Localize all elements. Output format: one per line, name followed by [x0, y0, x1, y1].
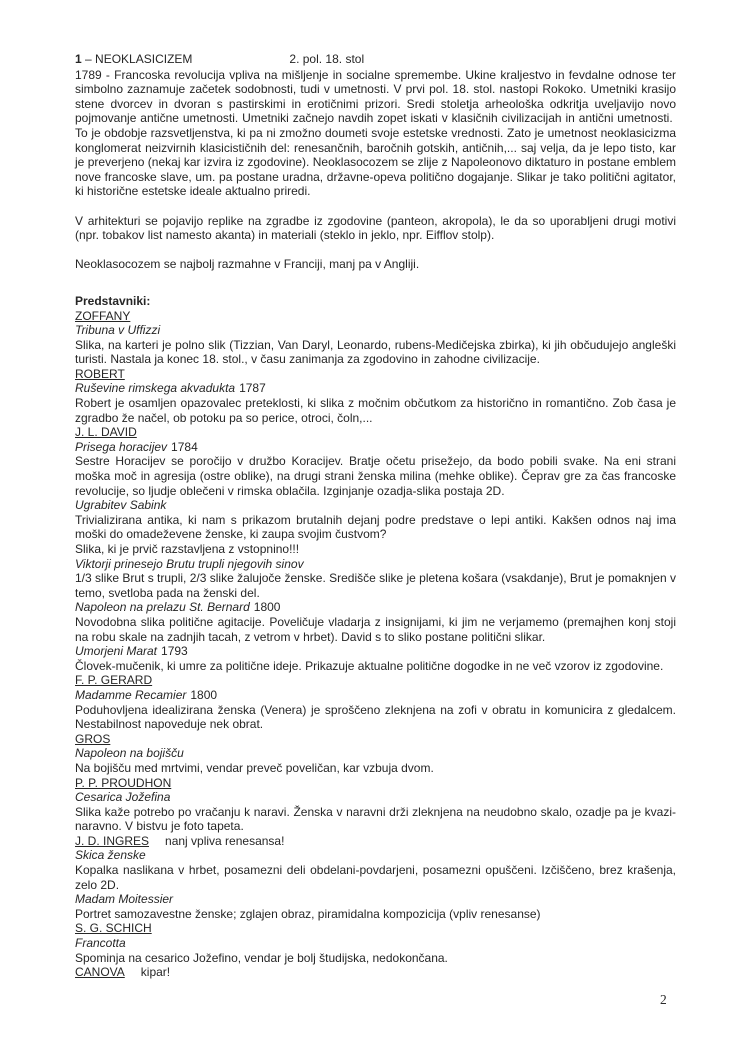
work-title-line — [75, 440, 676, 455]
document-title-line — [75, 52, 676, 67]
work-description: Človek-mučenik, ki umre za politične ideje. Prikazuje aktualne politične dogodke in ne več vzorov iz zgodovine. — [75, 658, 664, 673]
artist-section — [75, 425, 676, 673]
artist-name: GROS — [75, 731, 111, 746]
work-year: 1787 — [239, 381, 266, 396]
document-content — [75, 52, 676, 980]
artist-name: J. L. DAVID — [75, 425, 137, 440]
work-title: Napoleon na prelazu St. Bernard — [75, 600, 250, 615]
work-description: Sestre Horacijev se poročijo v družbo Koracijev. Bratje očetu prisežejo, da bodo pobili svake. Na eni strani moška moč in agresija (ostre oblike), na drugi strani ženska milina (mehke oblike). Čeprav gre za čas francoske revolucije, so ljudje oblečeni v rimska oblačila. Izginjanje ozadja-slika postaja 2D. — [75, 454, 676, 498]
artist-section — [75, 776, 676, 834]
artist-heading — [75, 367, 676, 382]
artist-heading — [75, 834, 676, 849]
work-description: Na bojišču med mrtvimi, vendar preveč poveličan, kar vzbuja dvom. — [75, 760, 434, 775]
intro-paragraph-1: 1789 - Francoska revolucija vpliva na mišljenje in socialne spremembe. Ukine kraljestvo in fevdalne odnose ter simbolno zaznamuje začetek sodobnosti, tudi v umetnosti. V prvi pol. 18. stol. nastopi Rokoko. Umetniki krasijo stene dvorcev in dvoran s pastirskimi in erotičnimi prizori. Sredi stoletja arheološka odkritja uveljavijo novo pojmovanje antične umetnosti. Umetniki začnejo navdih zopet iskati v klasičnih civilizacijah in antični umetnosti. To je obdobje razsvetljenstva, ki pa ni zmožno doumeti svoje estetske vrednosti. Zato je umetnost neoklasicizma konglomerat neizvirnih klasicističnih del: renesančnih, baročnih gotskih, antičnih,... saj velja, da je lepo tisto, kar je preverjeno (nekaj kar izvira iz zgodovine). Neoklasocozem se zlije z Napoleonovo diktaturo in postane emblem nove francoske slave, um. pa postane uradna, državne-opeva politično dogajanje. Slikar je tako politični agitator, ki historične estetske ideale aktualno priredi. — [75, 67, 676, 199]
artist-heading — [75, 776, 676, 791]
artist-heading — [75, 965, 676, 980]
page-number: 2 — [660, 992, 667, 1007]
work-title-line — [75, 936, 676, 951]
artist-section — [75, 367, 676, 425]
artist-suffix: nanj vpliva renesansa! — [165, 833, 285, 848]
artists-list — [75, 309, 676, 980]
work-description: Portret samozavestne ženske; zglajen obraz, piramidalna kompozicija (vpliv renesanse) — [75, 906, 541, 921]
work-description: Trivializirana antika, ki nam s prikazom brutalnih dejanj podre predstave o lepi antiki. Kakšen odnos naj ima moški do omadeževene ženske, ki zaupa svojim čustvom? — [75, 512, 676, 542]
chapter-period: 2. pol. 18. stol — [289, 52, 365, 66]
artist-name: S. G. SCHICH — [75, 921, 152, 936]
artist-section — [75, 965, 676, 980]
artist-name: ZOFFANY — [75, 308, 131, 323]
work-title-line — [75, 790, 676, 805]
work-description: Slika kaže potrebo po vračanju k naravi. Ženska v naravni drži zleknjena na neudobno skalo, ozadje pa je kvazi-naravno. V bistvu je foto tapeta. — [75, 804, 676, 834]
artist-name: J. D. INGRES — [75, 833, 150, 848]
work-title: Francotta — [75, 936, 126, 951]
work-title: Prisega horacijev — [75, 439, 168, 454]
work-title-line — [75, 498, 676, 513]
work-title-line — [75, 557, 676, 572]
work-title: Viktorji prinesejo Brutu trupli njegovih sinov — [75, 556, 304, 571]
work-title-line — [75, 892, 676, 907]
artist-heading — [75, 673, 676, 688]
representatives-heading: Predstavniki: — [75, 293, 151, 308]
work-title-line — [75, 644, 676, 659]
work-title: Madam Moitessier — [75, 892, 174, 907]
work-description: Novodobna slika politične agitacije. Poveličuje vladarja z insignijami, ki jim ne verjamemo (premajhen konj stoji na robu skale na zadnjih tacah, z vetrom v hrbet). David s to sliko postane politični slikar. — [75, 614, 676, 644]
work-title: Cesarica Jožefina — [75, 790, 171, 805]
work-title: Napoleon na bojišču — [75, 746, 184, 761]
artist-heading — [75, 732, 676, 747]
work-title: Umorjeni Marat — [75, 644, 158, 659]
work-title-line — [75, 746, 676, 761]
artist-section — [75, 309, 676, 367]
work-description: Spominja na cesarico Jožefino, vendar je bolj študijska, nedokončana. — [75, 950, 448, 965]
work-description: 1/3 slike Brut s trupli, 2/3 slike žalujoče ženske. Središče slike je pletena košara (vsakdanje), Brut je pomaknjen v temo, svetloba pada na ženski del. — [75, 571, 676, 600]
work-title-line — [75, 323, 676, 338]
work-title: Ruševine rimskega akvadukta — [75, 381, 236, 396]
work-note: Slika, ki je prvič razstavljena z vstopnino!!! — [75, 542, 300, 556]
work-description: Poduhovljena idealizirana ženska (Venera) je sproščeno zleknjena na zofi v obratu in komunicira z gledalcem. Nestabilnost napoveduje nek obrat. — [75, 702, 676, 732]
artist-name: ROBERT — [75, 366, 125, 381]
work-year: 1793 — [161, 644, 188, 659]
artist-section — [75, 921, 676, 965]
work-year: 1800 — [190, 687, 218, 702]
work-title: Madamme Recamier — [75, 687, 187, 702]
work-description: Robert je osamljen opazovalec preteklosti, ki slika z močnim občutkom za historično in romantično. Zob časa je zgradbo že načel, ob potoku pa so perice, otroci, čoln,... — [75, 396, 676, 425]
work-description: Slika, na karteri je polno slik (Tizzian, Van Daryl, Leonardo, rubens-Medičejska zbirka), ki jih občudujejo angleški turisti. Nastala ja konec 18. stol., v času zanimanja za zgodovino in zahodne civilizacije. — [75, 337, 676, 367]
artist-heading — [75, 309, 676, 324]
artist-suffix: kipar! — [140, 965, 171, 980]
chapter-number: 1 — [75, 52, 82, 66]
work-title: Tribuna v Uffizzi — [75, 323, 161, 338]
work-title-line — [75, 688, 676, 703]
work-title: Ugrabitev Sabink — [75, 498, 167, 513]
intro-paragraph-2: V arhitekturi se pojavijo replike na zgradbe iz zgodovine (panteon, akropola), le da so uporabljeni drugi motivi (npr. tobakov list namesto akanta) in materiali (steklo in jeklo, npr. Eifflov stolp). — [75, 213, 676, 243]
work-year: 1784 — [171, 439, 198, 454]
artist-name: P. P. PROUDHON — [75, 775, 172, 790]
intro-paragraph-3: Neoklasocozem se najbolj razmahne v Franciji, manj pa v Angliji. — [75, 257, 420, 272]
work-title-line — [75, 600, 676, 615]
work-title-line — [75, 381, 676, 396]
work-description: Kopalka naslikana v hrbet, posamezni deli obdelani-povdarjeni, posamezni opuščeni. Izčiščeno, brez krašenja, zelo 2D. — [75, 863, 676, 892]
work-year: 1800 — [253, 600, 281, 615]
artist-section — [75, 834, 676, 922]
artist-heading — [75, 425, 676, 440]
work-title-line — [75, 848, 676, 863]
work-title: Skica ženske — [75, 848, 146, 863]
artist-name: F. P. GERARD — [75, 673, 153, 688]
artist-heading — [75, 921, 676, 936]
artist-section — [75, 673, 676, 731]
chapter-title: – NEOKLASICIZEM — [85, 52, 193, 66]
artist-section — [75, 732, 676, 776]
artist-name: CANOVA — [75, 965, 125, 980]
